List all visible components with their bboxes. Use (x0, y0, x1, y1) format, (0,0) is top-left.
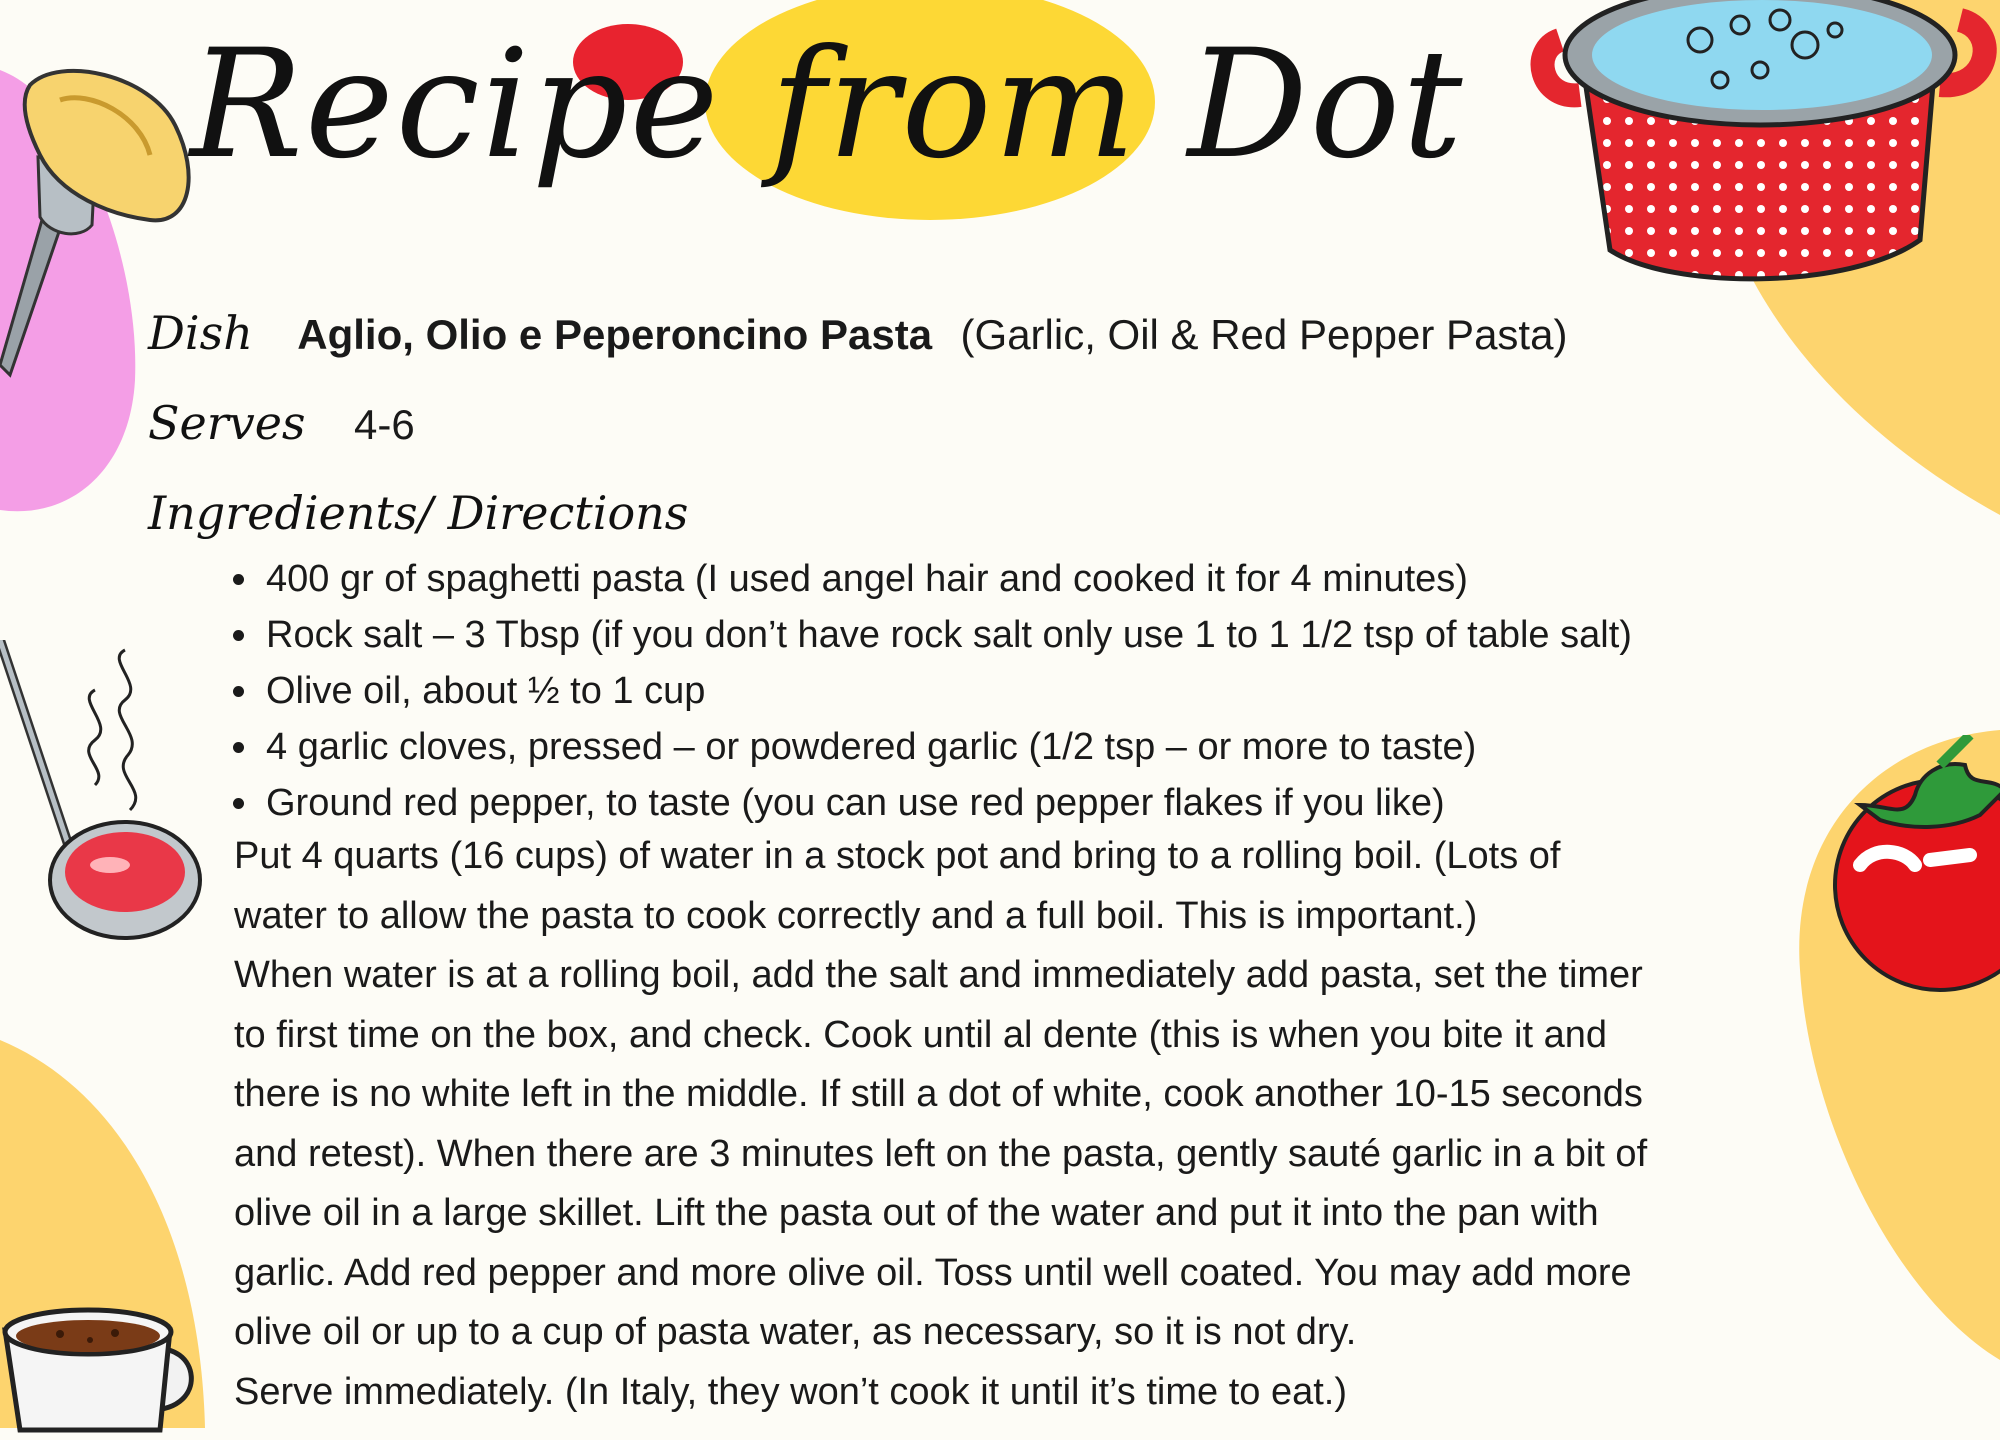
coffee-cup-icon (0, 1300, 210, 1440)
ingredient-item: • Rock salt – 3 Tbsp (if you don’t have rock salt only use 1 to 1 1/2 tsp of table salt) (262, 607, 1632, 663)
dish-label: Dish (148, 306, 253, 360)
directions-text (234, 827, 1894, 1422)
ingredient-item: • 400 gr of spaghetti pasta (I used angel hair and cooked it for 4 minutes) (262, 551, 1632, 607)
stock-pot-icon (1530, 0, 2000, 290)
directions-line: olive oil in a large skillet. Lift the pasta out of the water and put it into the pan with (234, 1192, 1599, 1234)
serves-value: 4-6 (354, 401, 415, 448)
directions-line: to first time on the box, and check. Cook until al dente (this is when you bite it and (234, 1013, 1607, 1056)
ingredients-label: Ingredients/ Directions (148, 486, 689, 540)
ingredients-heading (148, 486, 688, 540)
ingredients-list (210, 551, 1632, 831)
serves-label: Serves (148, 396, 306, 450)
directions-line: Serve immediately. (In Italy, they won’t cook it until it’s time to eat.) (234, 1370, 1347, 1413)
dish-subtitle: (Garlic, Oil & Red Pepper Pasta) (960, 311, 1568, 358)
dish-name: Aglio, Olio e Peperoncino Pasta (297, 311, 933, 358)
ingredient-item: • Ground red pepper, to taste (you can use red pepper flakes if you like) (262, 775, 1632, 831)
directions-line: Put 4 quarts (16 cups) of water in a stock pot and bring to a rolling boil. (Lots of (234, 835, 1561, 877)
ingredient-item: • Olive oil, about ½ to 1 cup (262, 663, 1632, 719)
directions-line: olive oil or up to a cup of pasta water, as necessary, so it is not dry. (234, 1311, 1357, 1353)
serves-row (148, 396, 415, 450)
ladle-icon (0, 640, 220, 960)
directions-line: garlic. Add red pepper and more olive oil. Toss until well coated. You may add more (234, 1251, 1632, 1294)
directions-line: there is no white left in the middle. If still a dot of white, cook another 10-15 seconds (234, 1073, 1643, 1115)
directions-line: and retest). When there are 3 minutes left on the pasta, gently sauté garlic in a bit of (234, 1132, 1648, 1175)
directions-line: water to allow the pasta to cook correctly and a full boil. This is important.) (234, 894, 1478, 937)
directions-line: When water is at a rolling boil, add the salt and immediately add pasta, set the timer (234, 954, 1643, 996)
dish-row (148, 306, 1567, 360)
ingredient-item: • 4 garlic cloves, pressed – or powdered garlic (1/2 tsp – or more to taste) (262, 719, 1632, 775)
recipe-title: Recipe from Dot (190, 18, 1465, 192)
